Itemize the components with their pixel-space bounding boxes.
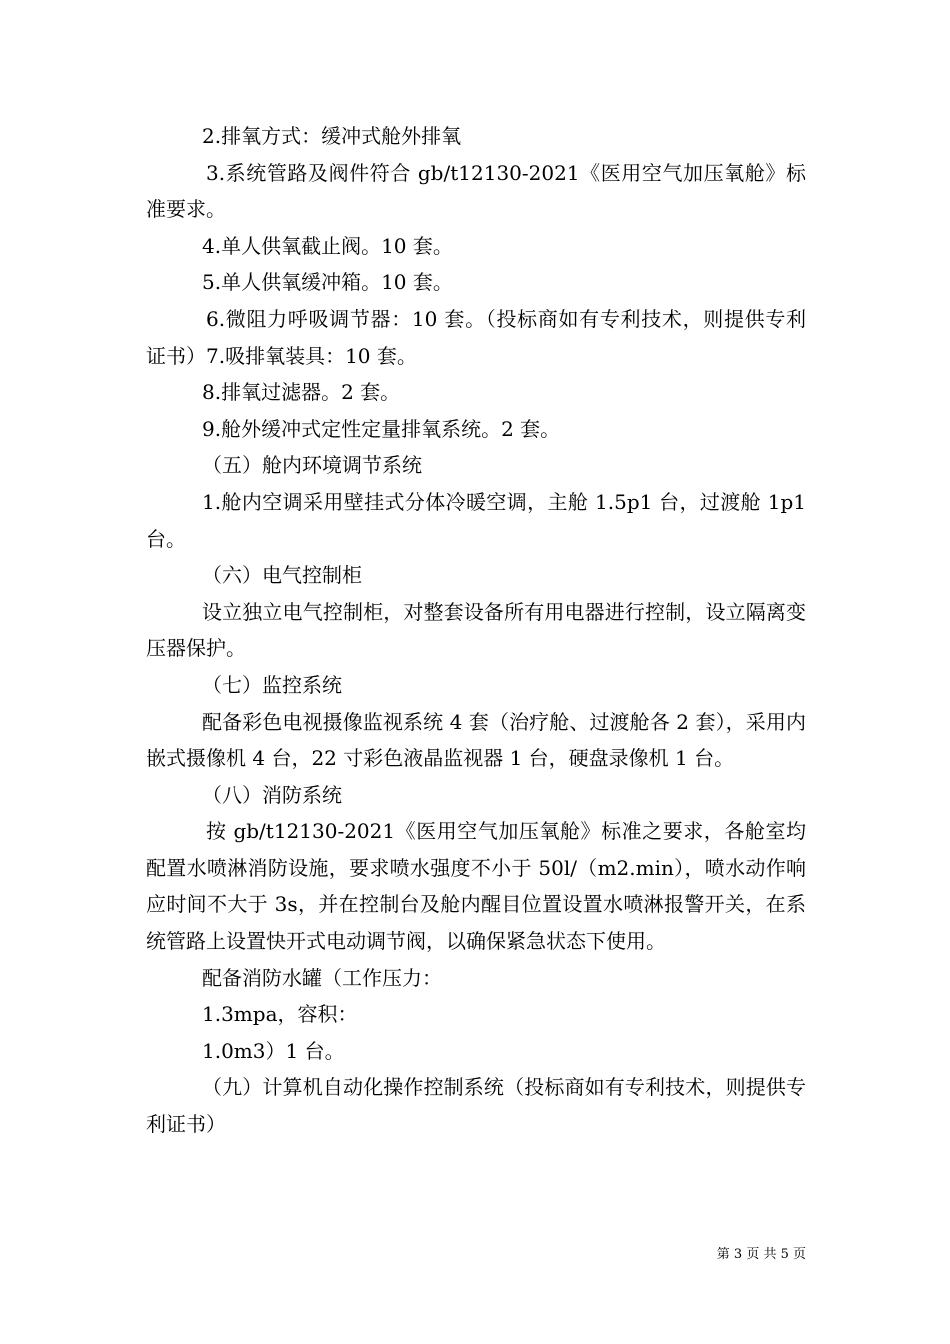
section-heading-automation: （九）计算机自动化操作控制系统（投标商如有专利技术，则提供专利证书） bbox=[146, 1075, 806, 1137]
paragraph-volume: 1.0m3）1 台。 bbox=[202, 1038, 345, 1063]
paragraph-exhaust-filter: 8.排氧过滤器。2 套。 bbox=[202, 380, 401, 405]
section-heading-environment: （五）舱内环境调节系统 bbox=[202, 453, 422, 478]
page-number-footer: 第 3 页 共 5 页 bbox=[716, 1247, 806, 1262]
section-heading-fire: （八）消防系统 bbox=[202, 782, 342, 807]
section-heading-monitoring: （七）监控系统 bbox=[202, 672, 342, 697]
paragraph-exhaust-system: 9.舱外缓冲式定性定量排氧系统。2 套。 bbox=[202, 416, 561, 441]
paragraph-electrical-cabinet: 设立独立电气控制柜，对整套设备所有用电器进行控制，设立隔离变压器保护。 bbox=[146, 599, 806, 661]
paragraph-breathing-regulator: 6.微阻力呼吸调节器：10 套。（投标商如有专利技术，则提供专利证书）7.吸排氧装具：10 套。 bbox=[146, 306, 806, 368]
paragraph-oxygen-valve: 4.单人供氧截止阀。10 套。 bbox=[202, 233, 453, 258]
section-heading-electrical: （六）电气控制柜 bbox=[202, 563, 362, 588]
paragraph-exhaust-method: 2.排氧方式：缓冲式舱外排氧 bbox=[202, 124, 462, 148]
paragraph-monitoring-system: 配备彩色电视摄像监视系统 4 套（治疗舱、过渡舱各 2 套），采用内嵌式摄像机 4 台，22 寸彩色液晶监视器 1 台，硬盘录像机 1 台。 bbox=[146, 709, 806, 771]
paragraph-air-conditioning: 1.舱内空调采用壁挂式分体冷暖空调，主舱 1.5p1 台，过渡舱 1p1 台。 bbox=[146, 489, 806, 551]
paragraph-fire-sprinkler: 按 gb/t12130-2021《医用空气加压氧舱》标准之要求，各舱室均配置水喷淋消防设施，要求喷水强度不小于 50l/（m2.min），喷水动作响应时间不大于 3s，并在控制台及舱内醒目位置设置水喷淋报警开关，在系统管路上设置快开式电动调节阀，以确保紧急状态下使用。 bbox=[146, 819, 806, 954]
paragraph-water-tank: 配备消防水罐（工作压力： bbox=[202, 965, 442, 990]
paragraph-piping-standard: 3.系统管路及阀件符合 gb/t12130-2021《医用空气加压氧舱》标准要求。 bbox=[146, 160, 806, 222]
paragraph-buffer-tank: 5.单人供氧缓冲箱。10 套。 bbox=[202, 270, 453, 295]
paragraph-pressure: 1.3mpa，容积： bbox=[202, 1002, 358, 1027]
document-body bbox=[146, 118, 806, 1143]
